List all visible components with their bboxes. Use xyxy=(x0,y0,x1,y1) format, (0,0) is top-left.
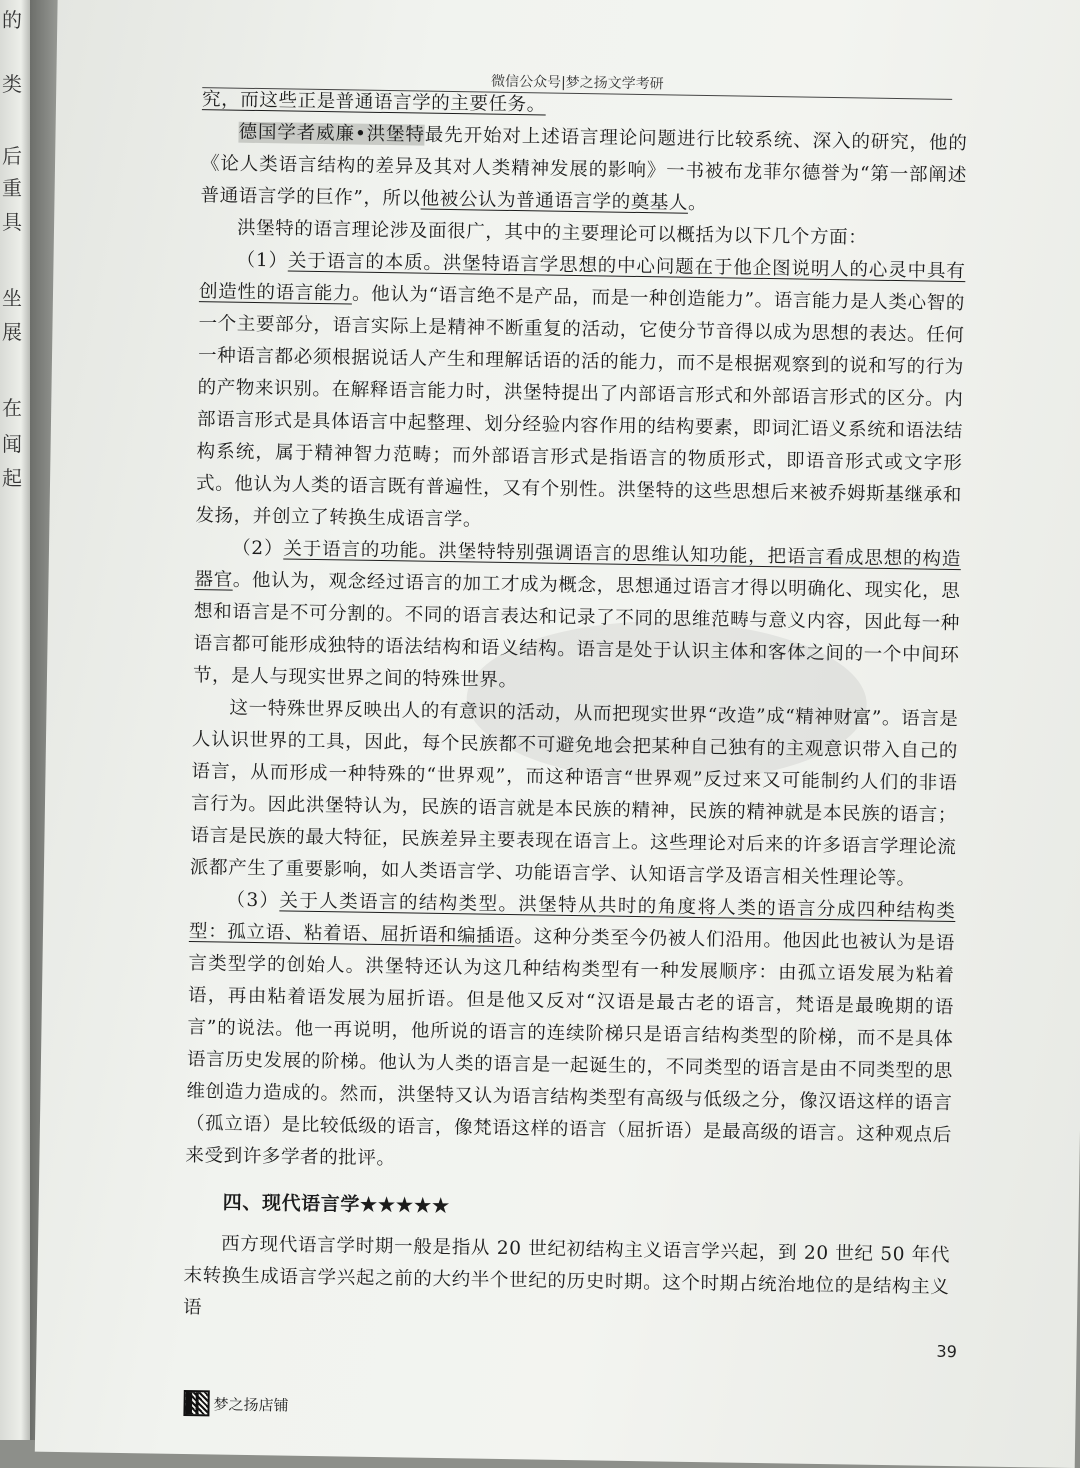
underlined-text: 他被公认为普通语言学的奠基人 xyxy=(420,188,689,214)
paragraph-point-1: （1）关于语言的本质。洪堡特语言学思想的中心问题在于他企图说明人的心灵中具有创造性的语言能力。他认为“语言绝不是产品，而是一种创造能力”。语言能力是人类心智的一个主要部分，语言实际上是精神不断重复的活动，它使分节音得以成为思想的表达。任何一种语言都必须根据说话人产生和理解话语的活的能力，而不是根据观察到的说和写的行为的产物来识别。在解释语言能力时，洪堡特提出了内部语言形式和外部语言形式的区分。内部语言形式是具体语言中起整理、划分经验内容作用的结构要素，即词汇语义系统和语法结构系统，属于精神智力范畴；而外部语言形式是指语言的物质形式，即语音形式或文字形式。他认为人类的语言既有普遍性，又有个别性。洪堡特的这些思想后来被乔姆斯基继承和发扬，并创立了转换生成语言学。 xyxy=(195,249,966,531)
highlighted-text: 德国学者威廉•洪堡特 xyxy=(238,121,426,146)
paragraph-modern-linguistics: 西方现代语言学时期一般是指从 20 世纪初结构主义语言学兴起，到 20 世纪 50 年代末转换生成语言学兴起之前的大约半个世纪的历史时期。这个时期占统治地位的是结构主义语 xyxy=(182,1233,951,1319)
shop-label: 梦之扬店铺 xyxy=(213,1394,289,1415)
left-page-glyph: 在 xyxy=(2,396,22,420)
page-body xyxy=(183,84,968,1336)
underlined-text: 关于语言的本质。洪堡特语言学思想的中心问题在于他企图说明人的心灵中具有创造性的语言能力 xyxy=(198,250,966,305)
paragraph-overview: 洪堡特的语言理论涉及面很广，其中的主要理论可以概括为以下几个方面： xyxy=(236,217,868,249)
book-page xyxy=(35,0,1080,1468)
shop-footer xyxy=(183,1390,288,1418)
left-page-glyph: 展 xyxy=(2,320,22,344)
paragraph-continued: 究，而这些正是普通语言学的主要任务。 xyxy=(201,89,547,116)
paragraph-point-3: （3）关于人类语言的结构类型。洪堡特从共时的角度将人类的语言分成四种结构类型：孤立语、粘着语、屈折语和编插语。这种分类至今仍被人们沿用。他因此也被认为是语言类型学的创始人。洪堡特还认为这几种结构类型有一种发展顺序：由孤立语发展为粘着语，再由粘着语发展为屈折语。但是他又反对“汉语是最古老的语言，梵语是最晚期的语言”的说法。他一再说明，他所说的语言的连续阶梯只是语言结构类型的阶梯，而不是具体语言历史发展的阶梯。他认为人类的语言是一起诞生的，不同类型的语言是由不同类型的思维创造力造成的。然而，洪堡特又认为语言结构类型有高级与低级之分，像汉语这样的语言（孤立语）是比较低级的语言，像梵语这样的语言（屈折语）是最高级的语言。这种观点后来受到许多学者的批评。 xyxy=(185,889,956,1170)
underlined-text: 关于人类语言的结构类型。洪堡特从共时的角度将人类的语言分成四种结构类型：孤立语、粘着语、屈折语和编插语 xyxy=(188,890,956,948)
underlined-text: 关于语言的功能。洪堡特特别强调语言的思维认知功能，把语言看成思想的构造器官 xyxy=(194,538,962,591)
page-number: 39 xyxy=(936,1341,958,1362)
star-rating: ★★★★★ xyxy=(359,1193,451,1218)
paragraph-worldview: 这一特殊世界反映出人的有意识的活动，从而把现实世界“改造”成“精神财富”。语言是人认识世界的工具，因此，每个民族都不可避免地会把某种自己独有的主观意识带入自己的语言，从而形成一种特殊的“世界观”，而这种语言“世界观”反过来又可能制约人们的非语言行为。因此洪堡特认为，民族的语言就是本民族的精神，民族的精神就是本民族的语言；语言是民族的最大特征，民族差异主要表现在语言上。这些理论对后来的许多语言学理论流派都产生了重要影响，如人类语言学、功能语言学、认知语言学及语言相关性理论等。 xyxy=(189,697,959,890)
left-page-glyph: 闻 xyxy=(2,432,22,456)
left-page-glyph: 类 xyxy=(2,72,22,96)
section-heading: 四、现代语言学★★★★★ xyxy=(222,1191,451,1218)
left-page-glyph: 的 xyxy=(2,8,22,32)
left-page-strip xyxy=(0,0,30,1440)
left-page-glyph: 后 xyxy=(2,144,22,168)
left-page-glyph: 具 xyxy=(2,210,22,234)
paragraph-humboldt-intro: 德国学者威廉•洪堡特最先开始对上述语言理论问题进行比较系统、深入的研究，他的《论人类语言结构的差异及其对人类精神发展的影响》一书被布龙菲尔德誉为“第一部阐述普通语言学的巨作”，所以他被公认为普通语言学的奠基人。 xyxy=(200,121,968,215)
paragraph-point-2: （2）关于语言的功能。洪堡特特别强调语言的思维认知功能，把语言看成思想的构造器官。他认为，观念经过语言的加工才成为概念，思想通过语言才得以明确化、现实化，思想和语言是不可分割的。不同的语言表达和记录了不同的思维范畴与意义内容，因此每一种语言都可能形成独特的语法结构和语义结构。语言是处于认识主体和客体之间的一个中间环节，是人与现实世界之间的特殊世界。 xyxy=(192,537,962,692)
qr-code-icon xyxy=(183,1390,209,1416)
running-header: 微信公众号|梦之扬文学考研 xyxy=(490,73,664,93)
left-page-glyph: 坐 xyxy=(2,286,22,310)
left-page-glyph: 起 xyxy=(2,466,22,490)
left-page-glyph: 重 xyxy=(2,176,22,200)
